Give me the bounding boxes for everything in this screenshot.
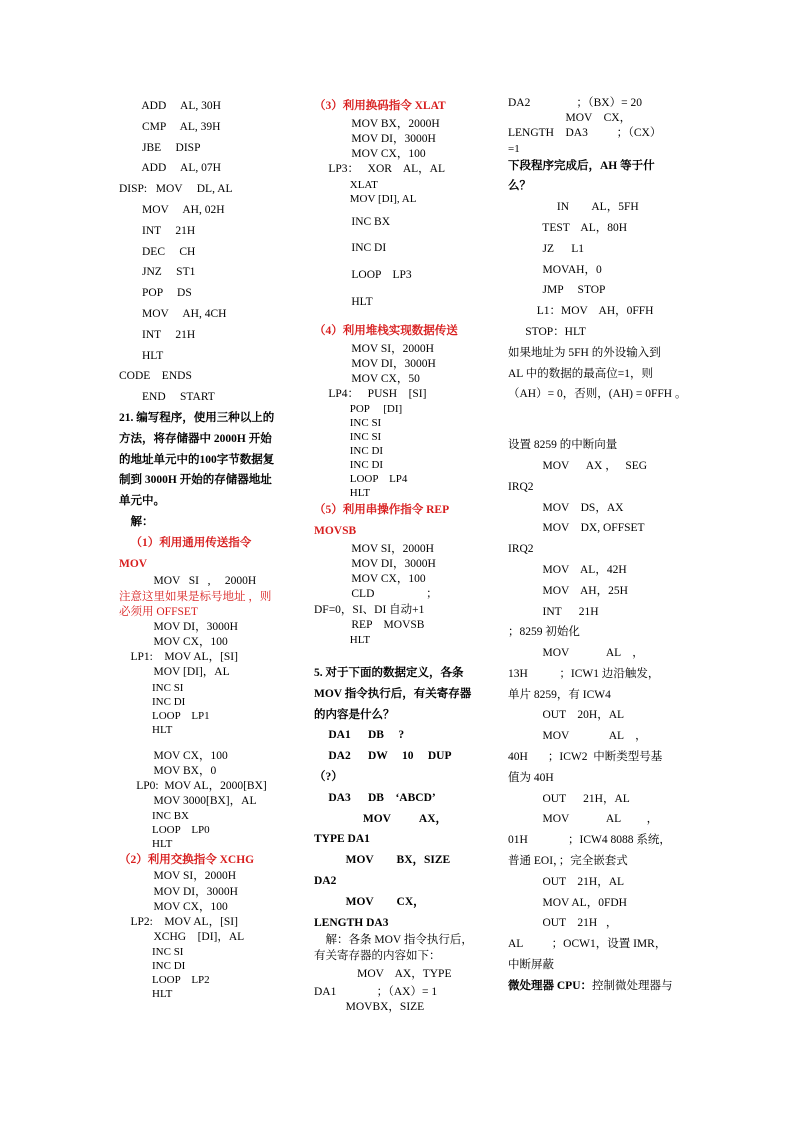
code-line: MOV DI，3000H: [119, 620, 238, 633]
code-line: 中断屏蔽: [508, 959, 554, 972]
code-line: XLAT: [314, 178, 378, 191]
question-5-answer-cont: [508, 96, 678, 156]
code-line: INC DI: [119, 695, 186, 708]
method-1-code: [119, 574, 289, 851]
code-line: DEC CH: [119, 245, 196, 258]
code-line: 单片 8259，有 ICW4: [508, 688, 611, 701]
question-line: LENGTH DA3: [314, 916, 389, 929]
code-line: MOV AH, 02H: [119, 203, 225, 216]
question-line: DA1 DB ?: [314, 729, 405, 742]
code-line: OUT 21H，AL: [508, 875, 625, 888]
question-ah: [508, 156, 678, 198]
question-line: 方法，将存储器中 2000H 开始: [119, 432, 272, 445]
code-line: INC SI: [119, 946, 184, 959]
code-line: MOV CX，100: [119, 636, 228, 649]
code-line: LP1: MOV AL，[SI]: [119, 651, 238, 664]
method-1-heading-cont: MOV: [119, 557, 148, 570]
answer-line: （AH）= 0，否则，(AH) = 0FFH 。: [508, 388, 687, 401]
spacer: [508, 405, 678, 435]
code-line: MOV CX，100: [314, 573, 426, 586]
code-block-disp: [119, 96, 289, 408]
code-line: MOV BX，0: [119, 764, 217, 777]
answer-line: LENGTH DA3 ；（CX）: [508, 127, 662, 140]
code-line: INC DI: [119, 960, 186, 973]
question-line: 么？: [508, 180, 531, 193]
code-line: MOV 3000[BX]，AL: [119, 795, 257, 808]
note-line: 必须用 OFFSET: [119, 605, 198, 618]
code-line: JZ L1: [508, 242, 585, 255]
code-line: HLT: [119, 349, 164, 362]
code-line: MOV AL，42H: [508, 563, 627, 576]
code-line: INC DI: [314, 459, 384, 472]
code-line: LOOP LP4: [314, 473, 408, 486]
code-line: POP DS: [119, 287, 192, 300]
code-line: LP4： PUSH [SI]: [314, 388, 427, 401]
code-line: CMP AL, 39H: [119, 120, 221, 133]
code-line: ADD AL, 30H: [119, 100, 221, 112]
code-line: 01H ；ICW4 8088 系统，: [508, 834, 671, 847]
method-5-code: [314, 542, 486, 647]
code-line: ADD AL, 07H: [119, 162, 221, 175]
code-line: MOV AL ，: [508, 813, 659, 826]
code-line: CLD ；: [314, 588, 438, 601]
answer-line: DA1 ；（AX）= 1: [314, 985, 438, 998]
answer-line: MOVBX，SIZE: [314, 1000, 425, 1013]
cpu-definition: [508, 976, 678, 997]
code-line: ；8259 初始化: [508, 626, 580, 639]
code-line: OUT 21H，AL: [508, 792, 630, 805]
code-line: OUT 21H ，: [508, 917, 618, 930]
code-line: LOOP LP3: [314, 269, 412, 282]
code-line: LOOP LP0: [119, 824, 210, 837]
answer-line: DA2 ；（BX）= 20: [508, 97, 642, 109]
question-ah-answer: [508, 343, 687, 405]
code-line: MOV AL ，: [508, 647, 644, 660]
answer-line: 有关寄存器的内容如下：: [314, 949, 441, 962]
code-line: OUT 20H，AL: [508, 709, 625, 722]
question-line: DA2: [314, 874, 337, 887]
answer-line: AL 中的数据的最高位=1，则: [508, 367, 654, 380]
question-5-answer: [314, 933, 486, 1015]
code-line: MOV CX，100: [119, 900, 228, 913]
code-line: INC DI: [314, 242, 387, 255]
code-line: INT 21H: [119, 328, 196, 341]
code-line: HLT: [314, 487, 371, 500]
code-line: MOV CX，100: [119, 749, 228, 762]
code-line: INT 21H: [508, 605, 599, 618]
code-line: 设置 8259 的中断向量: [508, 439, 618, 452]
code-line: MOV DX, OFFSET: [508, 522, 645, 535]
method-5-heading-cont: MOVSB: [314, 525, 357, 538]
code-line: 13H ；ICW1 边沿触发，: [508, 667, 660, 680]
code-line: HLT: [119, 723, 173, 736]
answer-line: 如果地址为 5FH 的外设输入到: [508, 346, 661, 359]
code-line: IN AL，5FH: [508, 201, 639, 214]
answer-line: =1: [508, 142, 520, 155]
code-line: LOOP LP1: [119, 709, 210, 722]
question-line: MOV CX，: [314, 895, 425, 908]
code-line: XCHG [DI]，AL: [119, 931, 245, 944]
code-line: CODE ENDS: [119, 370, 192, 383]
code-line: POP [DI]: [314, 403, 403, 416]
question-line: MOV BX，SIZE: [314, 854, 451, 867]
code-line: INC SI: [314, 431, 382, 444]
method-1-heading: （1）利用通用传送指令: [119, 536, 252, 549]
code-line: MOV SI，2000H: [119, 870, 237, 883]
code-line: INC SI: [119, 681, 184, 694]
question-line: MOV AX，: [314, 812, 447, 825]
code-line: MOV AX ， SEG: [508, 459, 648, 472]
method-2-code: [119, 869, 289, 1001]
code-line: MOV AH, 4CH: [119, 307, 227, 320]
code-line: MOV [DI], AL: [314, 192, 417, 205]
question-line: MOV 指令执行后，有关寄存器: [314, 687, 472, 700]
code-line: MOV DI，3000H: [314, 357, 436, 370]
answer-line: MOV AX，TYPE: [314, 967, 452, 980]
code-line: REP MOVSB: [314, 618, 425, 631]
answer-label: 解：: [119, 515, 154, 528]
question-line: DA2 DW 10 DUP: [314, 750, 452, 763]
code-line: MOVAH，0: [508, 263, 602, 276]
question-line: 单元中。: [119, 495, 165, 508]
code-line: MOV AH，25H: [508, 584, 628, 597]
code-line: MOV CX，50: [314, 372, 420, 385]
question-line: DA3 DB ‘ABCD’: [314, 791, 436, 804]
code-line: 值为 40H: [508, 771, 554, 784]
code-line: STOP：HLT: [508, 325, 586, 338]
method-2-heading: （2）利用交换指令 XCHG: [119, 854, 255, 867]
code-line: IRQ2: [508, 480, 534, 493]
code-line: INT 21H: [119, 224, 196, 237]
code-line: LP0: MOV AL，2000[BX]: [119, 780, 267, 793]
code-line: MOV SI，2000H: [314, 542, 434, 555]
code-line: HLT: [119, 988, 173, 1001]
method-4-heading: （4）利用堆栈实现数据传送: [314, 324, 458, 337]
code-line: INC BX: [119, 810, 189, 823]
code-line: JNZ ST1: [119, 266, 196, 279]
code-line: HLT: [119, 838, 173, 851]
question-ah-code: [508, 197, 678, 343]
code-line: MOV DI，3000H: [314, 132, 436, 145]
code-line: MOV AL，0FDH: [508, 896, 627, 909]
cpu-text: 控制微处理器与: [592, 979, 673, 992]
cpu-term: 微处理器 CPU：: [508, 979, 593, 992]
code-line: TEST AL，80H: [508, 221, 628, 234]
note-line: 注意这里如果是标号地址 ，则: [119, 590, 272, 603]
column-left: [119, 96, 289, 1001]
method-4-code: [314, 342, 486, 501]
question-5: [314, 663, 486, 933]
question-line: TYPE DA1: [314, 833, 370, 846]
code-line: LP2: MOV AL，[SI]: [119, 915, 238, 928]
code-line: L1：MOV AH，0FFH: [508, 305, 654, 318]
question-line: 制到 3000H 开始的存储器地址: [119, 474, 272, 487]
code-line: MOV DI，3000H: [314, 558, 436, 571]
code-line: MOV SI，2000H: [314, 342, 434, 355]
code-line: MOV [DI]，AL: [119, 666, 230, 679]
code-line: DISP: MOV DL, AL: [119, 183, 233, 196]
question-line: 的内容是什么？: [314, 708, 395, 721]
code-line: AL ；OCW1，设置 IMR，: [508, 938, 667, 951]
code-line: JBE DISP: [119, 141, 201, 154]
method-3-code: [314, 117, 486, 313]
code-line: 普通 EOI，；完全嵌套式: [508, 855, 628, 868]
code-line: END START: [119, 391, 215, 404]
question-line: 的地址单元中的100字节数据复: [119, 453, 275, 466]
spacer: [119, 737, 289, 749]
question-line: 下段程序完成后，AH 等于什: [508, 159, 655, 172]
code-line: MOV BX，2000H: [314, 117, 440, 130]
code-line: HLT: [314, 295, 373, 308]
answer-line: MOV CX，: [508, 112, 632, 125]
code-line: MOV DI，3000H: [119, 885, 238, 898]
answer-line: 解：各条 MOV 指令执行后，: [314, 934, 473, 947]
method-3-heading: （3）利用换码指令 XLAT: [314, 100, 446, 112]
code-line: INC SI: [314, 417, 382, 430]
code-line: MOV DS，AX: [508, 501, 624, 514]
question-21: [119, 408, 289, 574]
code-line: LP3： XOR AL，AL: [314, 163, 445, 176]
column-right: [508, 96, 687, 997]
code-line: INC DI: [314, 445, 384, 458]
code-line: MOV AL ，: [508, 730, 647, 743]
code-line: HLT: [314, 634, 371, 646]
code-line: MOV SI , 2000H: [119, 575, 257, 588]
code-line: IRQ2: [508, 543, 534, 556]
code-line: LOOP LP2: [119, 974, 210, 987]
question-line: （?）: [314, 770, 343, 783]
code-line: MOV CX，100: [314, 148, 426, 161]
code-line: DF=0，SI、DI 自动+1: [314, 603, 425, 616]
code-line: INC BX: [314, 215, 391, 228]
column-middle: [314, 96, 486, 1015]
question-line: 5. 对于下面的数据定义，各条: [314, 667, 464, 679]
interrupt-8259-code: [508, 435, 678, 976]
code-line: 40H ；ICW2 中断类型号基: [508, 751, 663, 764]
question-line: 21. 编写程序，使用三种以上的: [119, 411, 275, 424]
code-line: JMP STOP: [508, 284, 606, 297]
method-5-heading: （5）利用串操作指令 REP: [314, 504, 450, 517]
